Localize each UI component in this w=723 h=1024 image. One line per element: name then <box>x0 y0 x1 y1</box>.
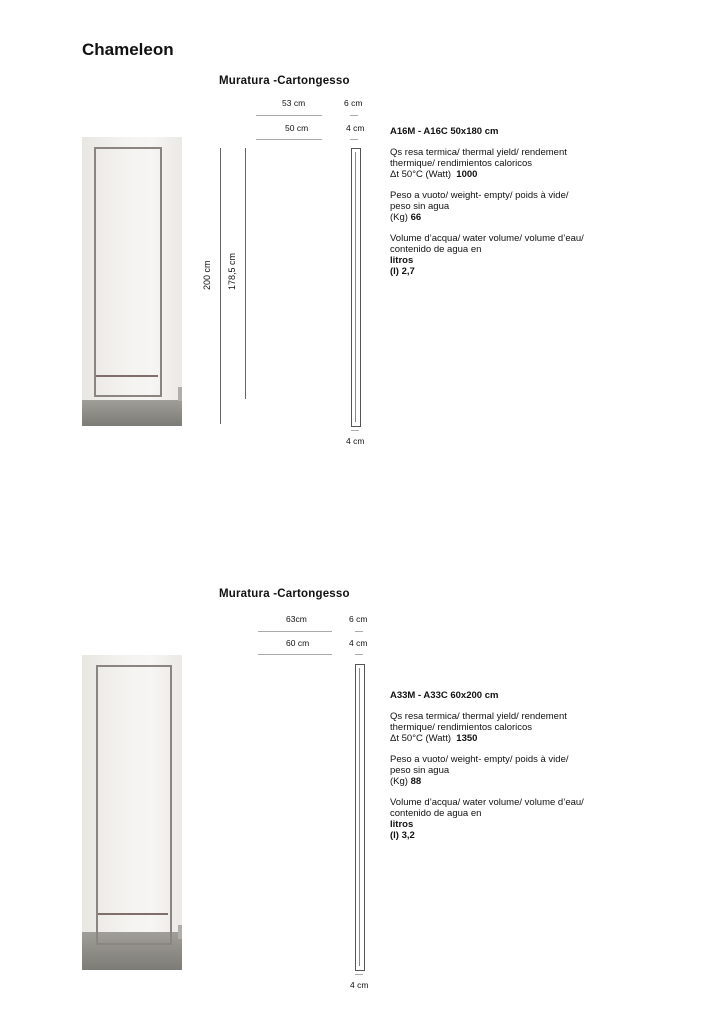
empty-weight-label: Peso a vuoto/ weight- empty/ poids à vide/ peso sin agua <box>390 190 569 212</box>
empty-weight-value: 66 <box>410 212 422 223</box>
depth-bottom-label: 4 cm <box>346 436 365 446</box>
thermal-yield-value: 1350 <box>456 733 478 744</box>
thermal-yield <box>390 711 590 744</box>
water-volume <box>390 797 590 841</box>
dimension-tick <box>355 974 363 975</box>
thermal-yield <box>390 147 590 180</box>
dimension-line <box>256 115 322 116</box>
water-volume-label: Volume d’acqua/ water volume/ volume d’eau/ contenido de agua en <box>390 233 584 255</box>
spec-block <box>390 690 590 851</box>
thermal-yield-value: 1000 <box>456 169 478 180</box>
width-inner-label: 60 cm <box>286 638 310 648</box>
empty-weight <box>390 754 590 787</box>
dimension-tick <box>350 115 358 116</box>
side-profile-inner <box>359 668 360 966</box>
depth-outer-label: 6 cm <box>349 614 368 624</box>
empty-weight-unit: (Kg) <box>390 212 408 223</box>
dimension-line <box>258 631 332 632</box>
empty-weight-value: 88 <box>410 776 422 787</box>
dimension-line <box>258 654 332 655</box>
empty-weight <box>390 190 590 223</box>
water-volume-value: 2,7 <box>401 266 415 277</box>
side-profile <box>355 664 365 971</box>
side-profile <box>351 148 361 427</box>
height-total-label: 200 cm <box>202 260 212 290</box>
empty-weight-unit: (Kg) <box>390 776 408 787</box>
dimension-tick <box>355 654 363 655</box>
water-volume <box>390 233 590 277</box>
thermal-yield-unit: Δt 50°C (Watt) <box>390 169 451 180</box>
empty-weight-label: Peso a vuoto/ weight- empty/ poids à vide/ peso sin agua <box>390 754 569 776</box>
width-outer-label: 63cm <box>286 614 307 624</box>
depth-bottom-label: 4 cm <box>350 980 369 990</box>
thermal-yield-label: Qs resa termica/ thermal yield/ rendement thermique/ rendimientos caloricos <box>390 147 567 169</box>
side-profile-inner <box>355 152 356 422</box>
depth-outer-label: 6 cm <box>344 98 363 108</box>
model-code: A16M - A16C 50x180 cm <box>390 126 499 137</box>
dimension-tick <box>350 139 358 140</box>
thermal-yield-label: Qs resa termica/ thermal yield/ rendement thermique/ rendimientos caloricos <box>390 711 567 733</box>
page-title: Chameleon <box>82 40 174 59</box>
depth-inner-label: 4 cm <box>346 123 365 133</box>
water-volume-value: 3,2 <box>401 830 415 841</box>
thermal-yield-unit: Δt 50°C (Watt) <box>390 733 451 744</box>
product-photo <box>82 137 182 426</box>
section-heading: Muratura -Cartongesso <box>219 75 350 87</box>
water-volume-unit: (l) <box>390 830 399 841</box>
section-heading: Muratura -Cartongesso <box>219 588 350 600</box>
water-volume-unit-word: litros <box>390 255 414 266</box>
width-outer-label: 53 cm <box>282 98 306 108</box>
dimension-tick <box>351 430 359 431</box>
spec-block <box>390 126 590 287</box>
depth-inner-label: 4 cm <box>349 638 368 648</box>
height-line-panel <box>245 148 246 399</box>
water-volume-unit: (l) <box>390 266 399 277</box>
height-panel-label: 178,5 cm <box>227 252 237 290</box>
product-photo <box>82 655 182 970</box>
width-inner-label: 50 cm <box>285 123 309 133</box>
water-volume-label: Volume d’acqua/ water volume/ volume d’eau/ contenido de agua en <box>390 797 584 819</box>
dimension-tick <box>355 631 363 632</box>
dimension-line <box>256 139 322 140</box>
water-volume-unit-word: litros <box>390 819 414 830</box>
model-code: A33M - A33C 60x200 cm <box>390 690 499 701</box>
height-line-total <box>220 148 221 424</box>
